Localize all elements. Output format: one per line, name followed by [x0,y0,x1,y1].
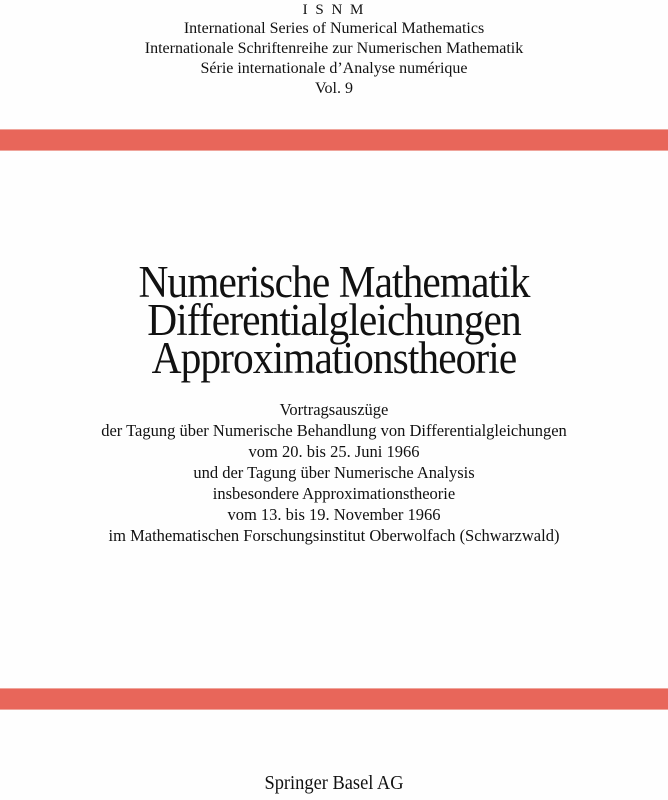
top-red-band [0,130,668,150]
title-line-3: Approximationstheorie [151,333,517,383]
publisher-name: Springer Basel AG [264,772,404,794]
subtitle-line-3: vom 20. bis 25. Juni 1966 [248,442,420,461]
series-name-german: Internationale Schriftenreihe zur Numerischen Mathematik [144,40,524,57]
title-line-1: Numerische Mathematik [138,257,530,307]
series-name-english: International Series of Numerical Mathematics [183,20,485,37]
volume-number: Vol. 9 [315,80,353,97]
subtitle-line-7: im Mathematischen Forschungsinstitut Oberwolfach (Schwarzwald) [108,526,560,545]
title-line-2: Differentialgleichungen [147,295,521,345]
subtitle-line-6: vom 13. bis 19. November 1966 [227,505,441,524]
subtitle-line-2: der Tagung über Numerische Behandlung von Differentialgleichungen [101,421,567,440]
subtitle-line-5: insbesondere Approximationstheorie [212,484,456,503]
series-name-french: Série internationale d’Analyse numérique [200,60,468,77]
series-acronym: I S N M [302,2,366,18]
bottom-red-band [0,689,668,709]
subtitle-line-1: Vortragsauszüge [279,400,389,419]
subtitle-line-4: und der Tagung über Numerische Analysis [193,463,475,482]
